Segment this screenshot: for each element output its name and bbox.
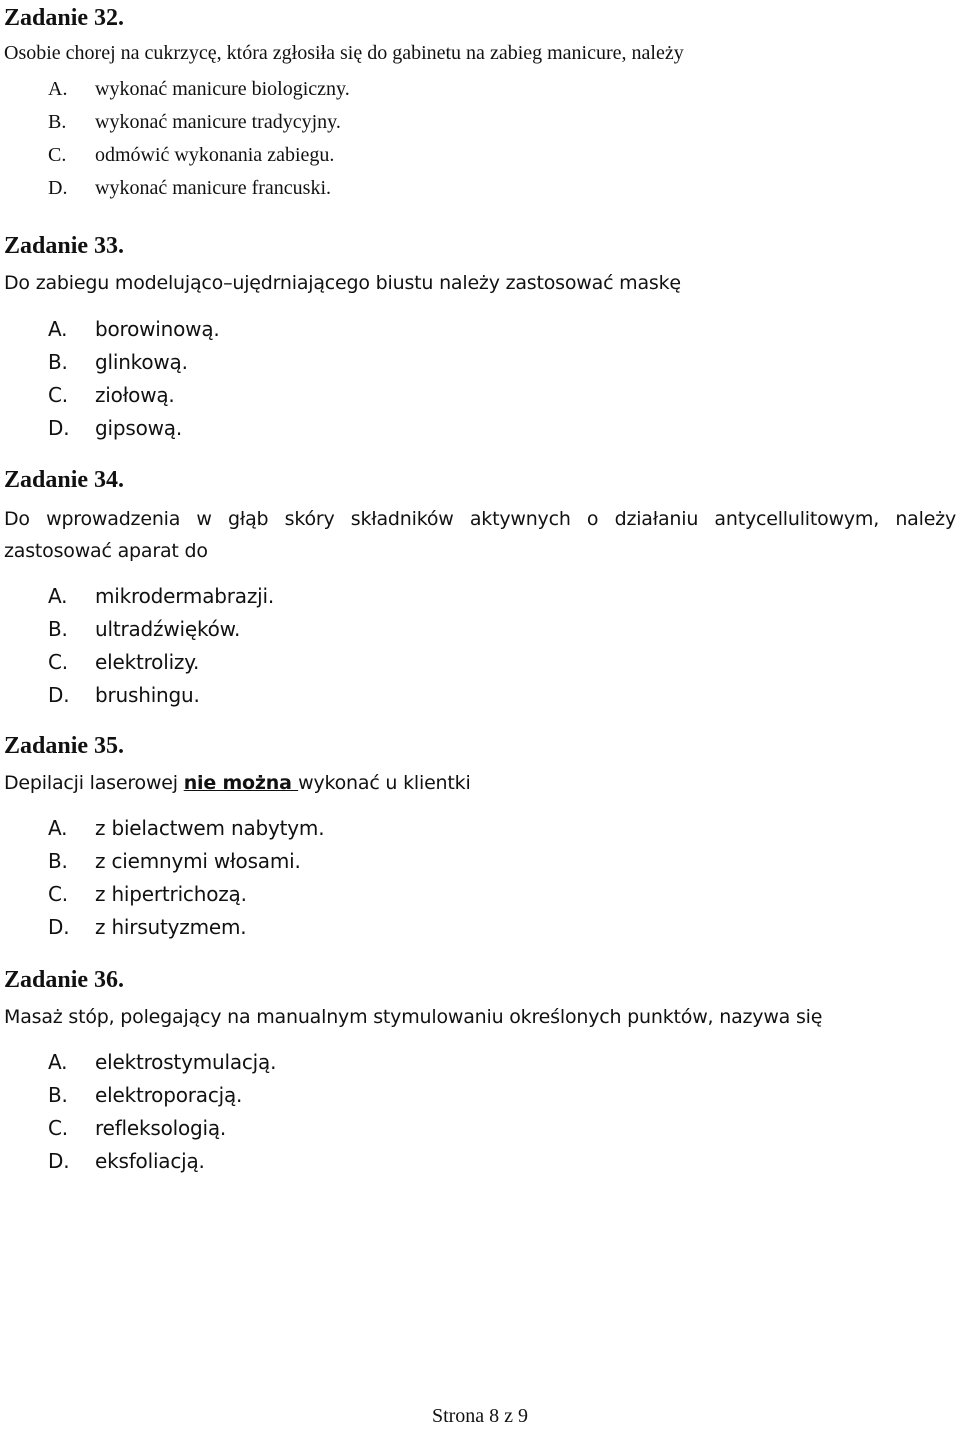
answer-list (4, 313, 956, 445)
answer-text: borowinową. (95, 317, 220, 341)
answer-option-a (4, 313, 956, 346)
answer-text: brushingu. (95, 683, 200, 707)
answer-option-a (4, 580, 956, 613)
answer-letter: B. (48, 350, 68, 374)
task-title: Zadanie 32. (4, 5, 125, 31)
answer-text: glinkową. (95, 350, 188, 374)
answer-letter: D. (48, 177, 68, 199)
question-text: wykonać u klientki (298, 772, 471, 794)
answer-letter: B. (48, 617, 68, 641)
answer-option-c (4, 1112, 956, 1145)
answer-text: odmówić wykonania zabiegu. (95, 144, 335, 166)
answer-letter: C. (48, 144, 67, 166)
answer-option-c (4, 878, 956, 911)
task-36 (4, 966, 956, 1178)
answer-text: z hipertrichozą. (95, 882, 247, 906)
answer-letter: C. (48, 882, 68, 906)
task-question: Masaż stóp, polegający na manualnym stymulowaniu określonych punktów, nazywa się (4, 1006, 823, 1028)
answer-option-c (4, 139, 956, 172)
answer-option-a (4, 1046, 956, 1079)
answer-letter: A. (48, 317, 68, 341)
task-34 (4, 466, 956, 712)
task-question: Osobie chorej na cukrzycę, która zgłosiła się do gabinetu na zabieg manicure, należy (4, 42, 684, 64)
answer-option-d (4, 679, 956, 712)
answer-option-d (4, 911, 956, 944)
answer-text: elektroporacją. (95, 1083, 243, 1107)
task-33 (4, 232, 956, 445)
task-35 (4, 732, 956, 944)
task-question (4, 767, 956, 799)
task-32 (4, 4, 956, 205)
answer-option-b (4, 613, 956, 646)
answer-letter: C. (48, 650, 68, 674)
answer-letter: B. (48, 1083, 68, 1107)
answer-text: eksfoliacją. (95, 1149, 205, 1173)
task-title: Zadanie 36. (4, 967, 125, 993)
answer-text: z bielactwem nabytym. (95, 816, 325, 840)
answer-letter: D. (48, 915, 70, 939)
answer-list (4, 73, 956, 205)
answer-text: z ciemnymi włosami. (95, 849, 301, 873)
answer-letter: B. (48, 849, 68, 873)
answer-letter: A. (48, 584, 68, 608)
task-question: Do zabiegu modelująco–ujędrniającego biustu należy zastosować maskę (4, 272, 681, 294)
answer-list (4, 1046, 956, 1178)
question-text: Depilacji laserowej (4, 772, 184, 794)
answer-text: refleksologią. (95, 1116, 227, 1140)
answer-option-d (4, 412, 956, 445)
answer-letter: A. (48, 78, 68, 100)
answer-text: elektrolizy. (95, 650, 200, 674)
answer-letter: D. (48, 416, 70, 440)
answer-letter: B. (48, 111, 67, 133)
answer-letter: A. (48, 1050, 68, 1074)
answer-letter: A. (48, 816, 68, 840)
answer-option-b (4, 346, 956, 379)
answer-option-c (4, 646, 956, 679)
answer-text: wykonać manicure biologiczny. (95, 78, 350, 100)
answer-option-d (4, 172, 956, 205)
answer-list (4, 812, 956, 944)
answer-letter: D. (48, 1149, 70, 1173)
answer-text: z hirsutyzmem. (95, 915, 247, 939)
task-title: Zadanie 34. (4, 467, 125, 493)
answer-option-b (4, 845, 956, 878)
question-emphasis: nie można (183, 772, 299, 794)
task-title: Zadanie 35. (4, 733, 125, 759)
answer-text: gipsową. (95, 416, 182, 440)
answer-letter: C. (48, 383, 68, 407)
answer-letter: C. (48, 1116, 68, 1140)
answer-option-a (4, 812, 956, 845)
answer-option-b (4, 106, 956, 139)
answer-option-a (4, 73, 956, 106)
task-title: Zadanie 33. (4, 233, 125, 259)
answer-text: elektrostymulacją. (95, 1050, 277, 1074)
answer-list (4, 580, 956, 712)
answer-text: mikrodermabrazji. (95, 584, 274, 608)
answer-option-b (4, 1079, 956, 1112)
answer-option-c (4, 379, 956, 412)
answer-text: wykonać manicure tradycyjny. (95, 111, 341, 133)
answer-text: ultradźwięków. (95, 617, 241, 641)
answer-text: ziołową. (95, 383, 175, 407)
answer-option-d (4, 1145, 956, 1178)
page-number: Strona 8 z 9 (431, 1405, 529, 1427)
task-question: Do wprowadzenia w głąb skóry składników aktywnych o działaniu antycellulitowym, należy zastosować aparat do (4, 508, 956, 562)
answer-text: wykonać manicure francuski. (95, 177, 332, 199)
answer-letter: D. (48, 683, 70, 707)
